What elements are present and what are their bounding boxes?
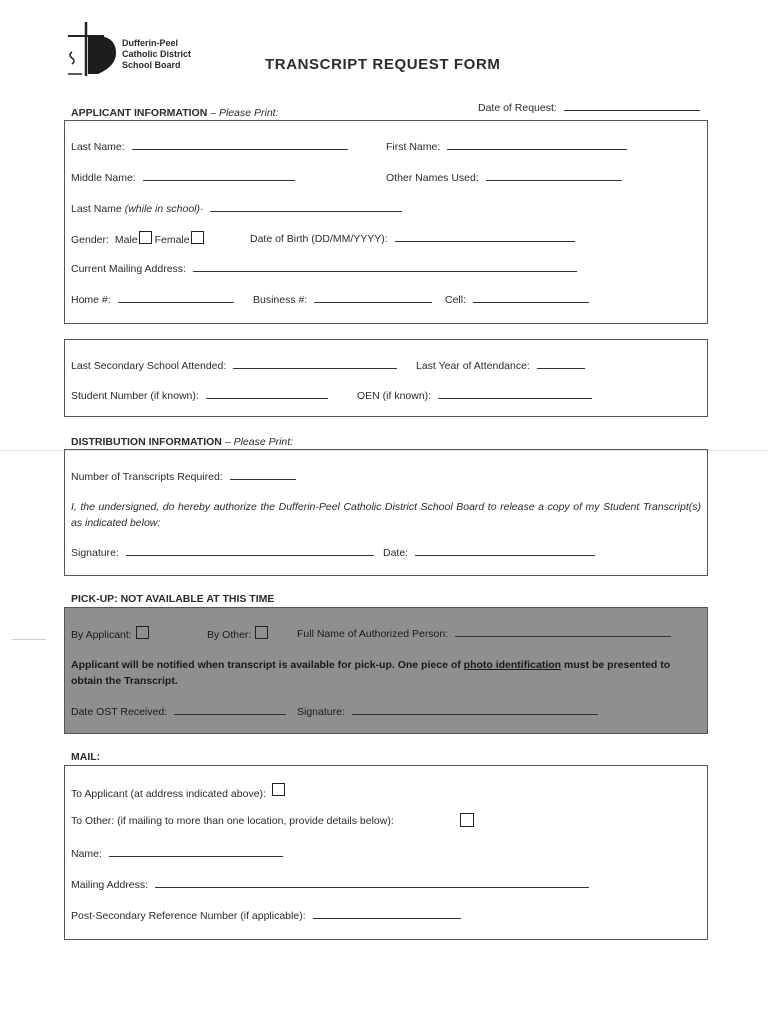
authorized-person-row: Full Name of Authorized Person:	[297, 626, 671, 640]
dob-field[interactable]	[395, 231, 575, 242]
date-ost-row: Date OST Received:	[71, 704, 286, 718]
logo-line: Dufferin-Peel	[122, 38, 179, 48]
first-name-row: First Name:	[386, 139, 627, 153]
logo-line: School Board	[122, 60, 181, 70]
pickup-signature-field[interactable]	[352, 704, 598, 715]
to-other-row: To Other: (if mailing to more than one location, provide details below):	[71, 815, 394, 827]
business-phone-row: Business #:	[253, 292, 432, 306]
post-secondary-ref-row: Post-Secondary Reference Number (if applicable):	[71, 908, 461, 922]
last-name-field[interactable]	[132, 139, 348, 150]
mail-address-field[interactable]	[155, 877, 589, 888]
last-year-row: Last Year of Attendance:	[416, 358, 585, 372]
first-name-field[interactable]	[447, 139, 627, 150]
by-applicant-row: By Applicant:	[71, 626, 149, 641]
date-of-request-row	[478, 100, 700, 114]
distribution-signature-field[interactable]	[126, 545, 374, 556]
home-phone-field[interactable]	[118, 292, 234, 303]
cell-phone-row: Cell:	[445, 292, 589, 306]
pickup-section-title: PICK-UP: NOT AVAILABLE AT THIS TIME	[71, 593, 275, 605]
cell-phone-field[interactable]	[473, 292, 589, 303]
num-transcripts-row: Number of Transcripts Required:	[71, 469, 296, 483]
form-title: TRANSCRIPT REQUEST FORM	[265, 56, 501, 73]
last-year-field[interactable]	[537, 358, 585, 369]
oen-field[interactable]	[438, 388, 592, 399]
distribution-signature-row: Signature:	[71, 545, 374, 559]
female-checkbox[interactable]	[191, 231, 204, 244]
last-name-school-row: Last Name (while in school)·	[71, 201, 402, 215]
logo-line: Catholic District	[122, 49, 192, 59]
last-name-row: Last Name:	[71, 139, 348, 153]
to-applicant-checkbox[interactable]	[272, 783, 285, 796]
mailing-address-field[interactable]	[193, 261, 577, 272]
date-of-request-field[interactable]	[564, 100, 700, 111]
to-applicant-row: To Applicant (at address indicated above):	[71, 783, 285, 800]
middle-name-field[interactable]	[143, 170, 295, 181]
authorized-person-field[interactable]	[455, 626, 671, 637]
school-board-logo	[66, 20, 118, 78]
other-names-row: Other Names Used:	[386, 170, 622, 184]
mail-name-row: Name:	[71, 846, 283, 860]
pickup-signature-row: Signature:	[297, 704, 598, 718]
authorization-statement: I, the undersigned, do hereby authorize the Dufferin-Peel Catholic District School Board to release a copy of my Student Transcript(s) as indicated below:	[71, 501, 701, 529]
mailing-address-row: Current Mailing Address:	[71, 261, 577, 275]
school-info-box	[64, 339, 708, 417]
mail-name-field[interactable]	[109, 846, 283, 857]
applicant-section-title: APPLICANT INFORMATION – Please Print:	[71, 107, 279, 119]
last-school-field[interactable]	[233, 358, 397, 369]
by-other-checkbox[interactable]	[255, 626, 268, 639]
oen-row: OEN (if known):	[357, 388, 592, 402]
business-phone-field[interactable]	[314, 292, 432, 303]
cross-logo-icon	[66, 20, 118, 78]
mail-section-title: MAIL:	[71, 751, 101, 763]
last-school-row: Last Secondary School Attended:	[71, 358, 397, 372]
date-of-request-label: Date of Request:	[478, 102, 557, 114]
distribution-date-field[interactable]	[415, 545, 595, 556]
male-checkbox[interactable]	[139, 231, 152, 244]
school-board-name	[122, 38, 191, 71]
other-names-field[interactable]	[486, 170, 622, 181]
student-number-field[interactable]	[206, 388, 328, 399]
middle-name-row: Middle Name:	[71, 170, 295, 184]
to-other-checkbox[interactable]	[460, 813, 474, 827]
distribution-date-row: Date:	[383, 545, 595, 559]
home-phone-row: Home #:	[71, 292, 234, 306]
distribution-section-title: DISTRIBUTION INFORMATION – Please Print:	[71, 436, 294, 448]
pickup-notice: Applicant will be notified when transcript is available for pick-up. One piece of photo identification must be presented to obtain the Transcript.	[71, 659, 671, 687]
gender-row: Gender: Male Female	[71, 231, 204, 246]
post-secondary-ref-field[interactable]	[313, 908, 461, 919]
mail-address-row: Mailing Address:	[71, 877, 589, 891]
by-other-row: By Other:	[207, 626, 268, 641]
student-number-row: Student Number (if known):	[71, 388, 328, 402]
last-name-school-field[interactable]	[210, 201, 402, 212]
dob-row: Date of Birth (DD/MM/YYYY):	[250, 231, 575, 245]
num-transcripts-field[interactable]	[230, 469, 296, 480]
date-ost-field[interactable]	[174, 704, 286, 715]
by-applicant-checkbox[interactable]	[136, 626, 149, 639]
